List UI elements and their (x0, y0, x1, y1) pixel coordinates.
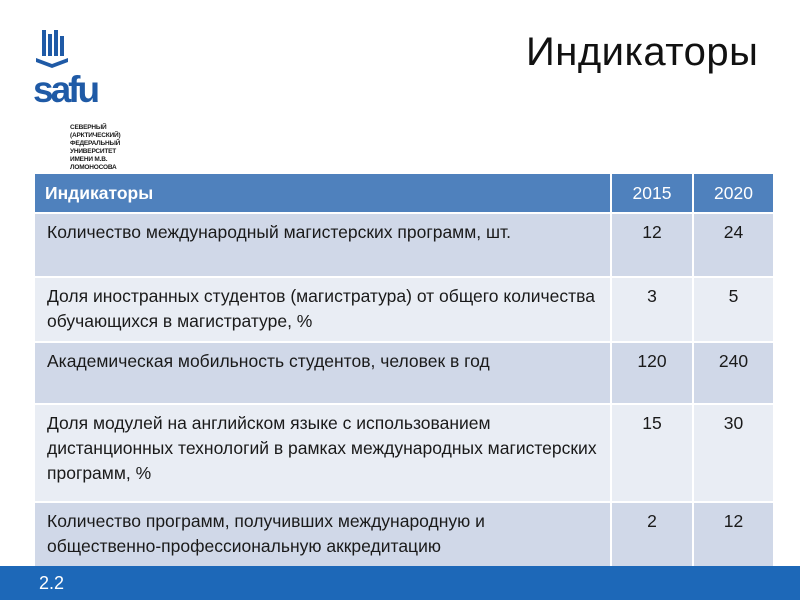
value-2020: 30 (693, 404, 774, 502)
value-2020: 24 (693, 213, 774, 277)
page-number: 2.2 (39, 573, 65, 593)
university-logo (28, 28, 128, 171)
value-2020: 240 (693, 342, 774, 404)
indicator-label: Доля иностранных студентов (магистратура) от общего количества обучающихся в магистратуре, % (34, 277, 611, 342)
table-row (34, 502, 774, 567)
column-header-2020: 2020 (693, 173, 774, 213)
book-emblem-icon (32, 28, 72, 72)
value-2015: 15 (611, 404, 693, 502)
value-2020: 5 (693, 277, 774, 342)
indicator-label: Доля модулей на английском языке с использованием дистанционных технологий в рамках международных магистерских программ, % (34, 404, 611, 502)
logo-wordmark: safu (33, 69, 98, 110)
value-2015: 2 (611, 502, 693, 567)
value-2015: 120 (611, 342, 693, 404)
column-header-indicator: Индикаторы (34, 173, 611, 213)
value-2020: 12 (693, 502, 774, 567)
column-header-2015: 2015 (611, 173, 693, 213)
value-2015: 3 (611, 277, 693, 342)
logo-subtitle: СЕВЕРНЫЙ (АРКТИЧЕСКИЙ) ФЕДЕРАЛЬНЫЙ УНИВЕРСИТЕТ ИМЕНИ М.В. ЛОМОНОСОВА (70, 124, 121, 171)
indicators-table (33, 172, 775, 568)
indicator-label: Количество международный магистерских программ, шт. (34, 213, 611, 277)
indicator-label: Академическая мобильность студентов, человек в год (34, 342, 611, 404)
table-row (34, 277, 774, 342)
footer-bar (0, 566, 800, 600)
table-row (34, 342, 774, 404)
value-2015: 12 (611, 213, 693, 277)
table-row (34, 213, 774, 277)
table-row (34, 404, 774, 502)
table-header-row (34, 173, 774, 213)
indicator-label: Количество программ, получивших международную и общественно-профессиональную аккредитацию (34, 502, 611, 567)
slide-title: Индикаторы (526, 30, 759, 74)
